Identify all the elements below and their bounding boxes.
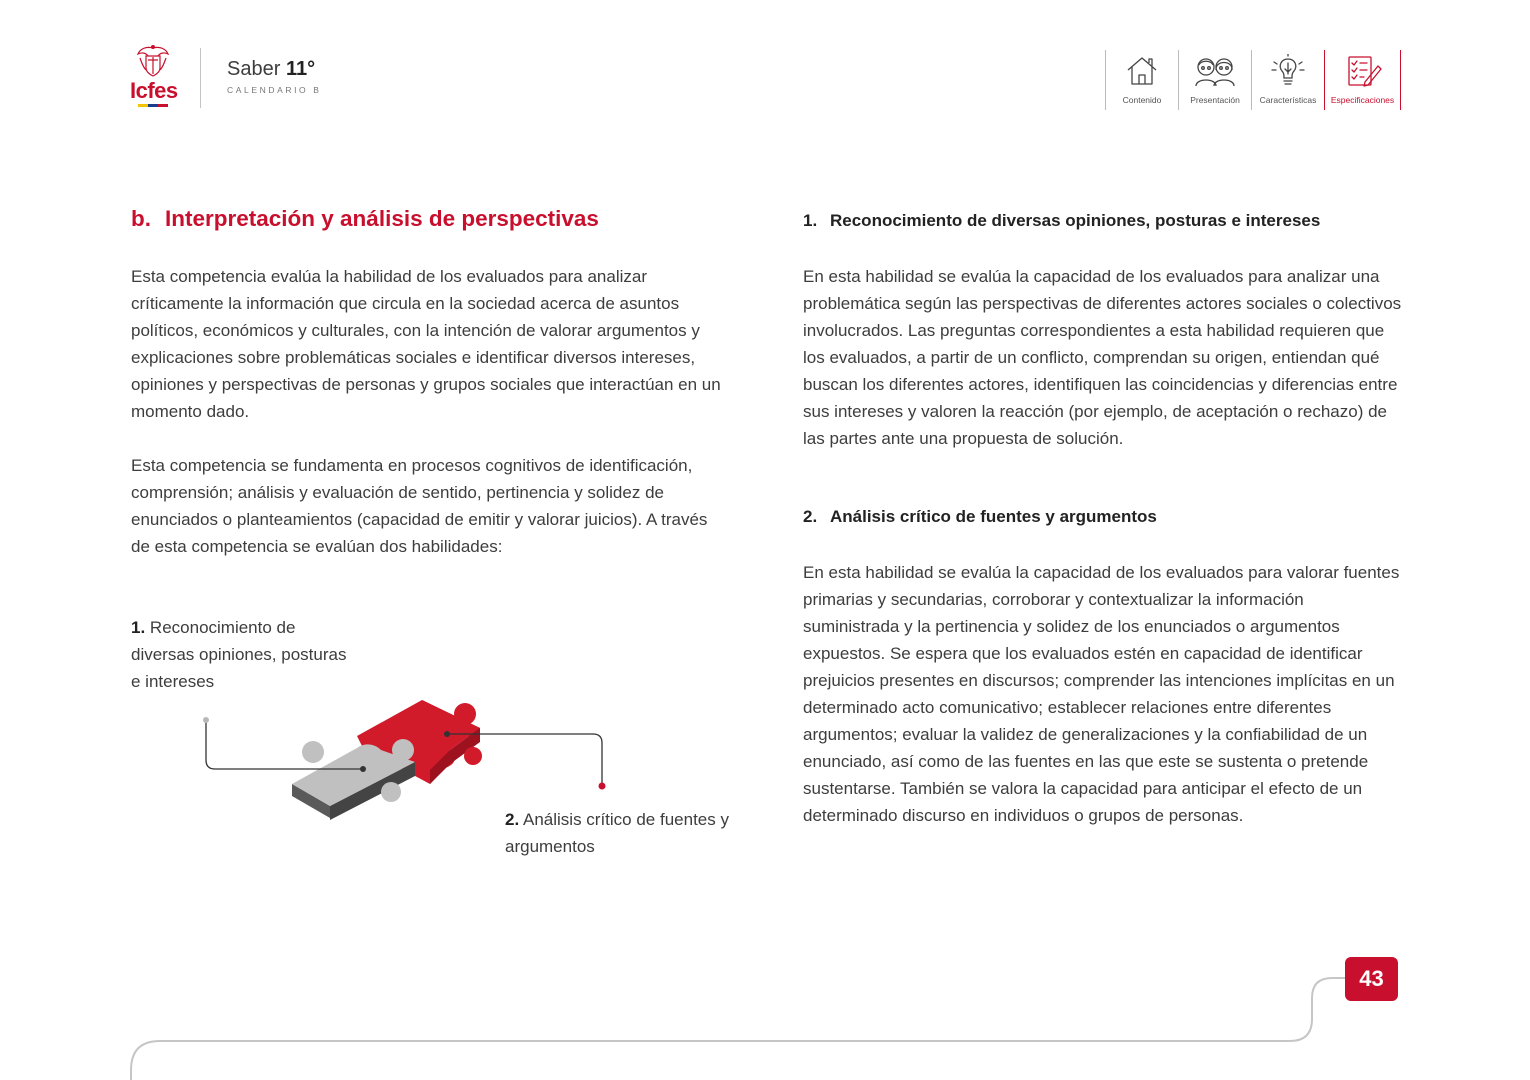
diagram-label-1-text: Reconocimiento de diversas opiniones, posturas e intereses (131, 618, 347, 691)
section-letter: b. (131, 206, 151, 231)
logo-text: Icfes (130, 78, 178, 103)
gray-puzzle-piece (292, 739, 415, 820)
callout-anchor-2 (444, 731, 450, 737)
brand-title (227, 58, 315, 81)
diagram-label-2 (505, 806, 745, 860)
nav-especificaciones[interactable] (1324, 50, 1401, 110)
skill-heading-2-text: Análisis crítico de fuentes y argumentos (830, 507, 1157, 526)
brand-grade: 11° (285, 58, 316, 80)
diagram-label-2-text: Análisis crítico de fuentes y argumentos (505, 810, 729, 856)
intro-paragraph: Esta competencia evalúa la habilidad de los evaluados para analizar críticamente la información que circula en la sociedad acerca de asuntos políticos, económicos y culturales, con la intención de valorar argumentos y explicaciones sobre problemáticas sociales e identificar diversos intereses, opiniones y perspectivas de personas y grupos sociales que interactúan en un momento dado. (131, 267, 721, 421)
foundation-paragraph: Esta competencia se fundamenta en procesos cognitivos de identificación, comprensión; análisis y evaluación de sentido, pertinencia y solidez de enunciados o planteamientos (capacidad de emitir y valorar juicios). A través de esta competencia se evalúan dos habilidades: (131, 456, 708, 556)
diagram-label-2-num: 2. (505, 810, 520, 829)
people-icon (1191, 54, 1239, 88)
flag-stripe (138, 104, 168, 107)
callout-dot-1 (203, 717, 209, 723)
nav-contenido[interactable] (1105, 50, 1178, 110)
nav-caracteristicas[interactable] (1251, 50, 1324, 110)
callout-anchor-1 (360, 766, 366, 772)
section-title-text: Interpretación y análisis de perspectivas (165, 206, 599, 231)
top-navigation (1105, 50, 1401, 110)
diagram-label-1 (131, 614, 351, 695)
callout-dot-2 (599, 783, 606, 790)
skill-heading-2-num: 2. (803, 507, 818, 526)
nav-label: Presentación (1190, 95, 1240, 105)
skill-heading-1 (803, 211, 1320, 231)
skill-heading-2 (803, 507, 1157, 527)
skill-heading-1-text: Reconocimiento de diversas opiniones, posturas e intereses (830, 211, 1321, 230)
nav-label: Características (1259, 95, 1317, 105)
house-icon (1124, 54, 1160, 88)
page-number: 43 (1345, 957, 1398, 1001)
skill-paragraph-2: En esta habilidad se evalúa la capacidad de los evaluados para valorar fuentes primarias y secundarias, corroborar y contextualizar la información suministrada y la pertinencia y solidez de los enunciados o argumentos expuestos. Se espera que los evaluados estén en capacidad de identificar prejuicios presentes en discursos; comprender las intenciones implícitas en un determinado acto comunicativo; establecer relaciones entre diferentes argumentos; evaluar la validez de generalizaciones y la confiabilidad de un enunciado, así como de las fuentes en las que este se sustenta o pretende sustentarse. También se valora la capacidad para anticipar el efecto de un determinado discurso en individuos o grupos de personas. (803, 563, 1400, 825)
page-frame (0, 940, 1530, 1080)
checklist-icon (1343, 54, 1383, 88)
brand-subtitle: CALENDARIO B (227, 85, 322, 95)
skill-heading-1-num: 1. (803, 211, 818, 230)
skill-paragraph-1: En esta habilidad se evalúa la capacidad de los evaluados para analizar una problemática según las perspectivas de diferentes actores sociales o colectivos involucrados. Las preguntas correspondientes a esta habilidad requieren que los evaluados, a partir de un conflicto, comprendan su origen, entiendan qué buscan los diferentes actores, identifiquen las coincidencias y diferencias entre sus intereses y valoren la reacción (por ejemplo, de aceptación o rechazo) de las partes ante una propuesta de solución. (803, 267, 1402, 448)
section-title (131, 206, 599, 232)
diagram-label-1-num: 1. (131, 618, 146, 637)
brand-name: Saber (227, 58, 281, 80)
coat-of-arms-icon (128, 44, 178, 80)
header-divider (200, 48, 201, 108)
lightbulb-icon (1268, 54, 1308, 88)
nav-presentacion[interactable] (1178, 50, 1251, 110)
nav-label: Especificaciones (1330, 95, 1395, 105)
nav-label: Contenido (1122, 95, 1162, 105)
icfes-logo[interactable] (128, 44, 182, 112)
